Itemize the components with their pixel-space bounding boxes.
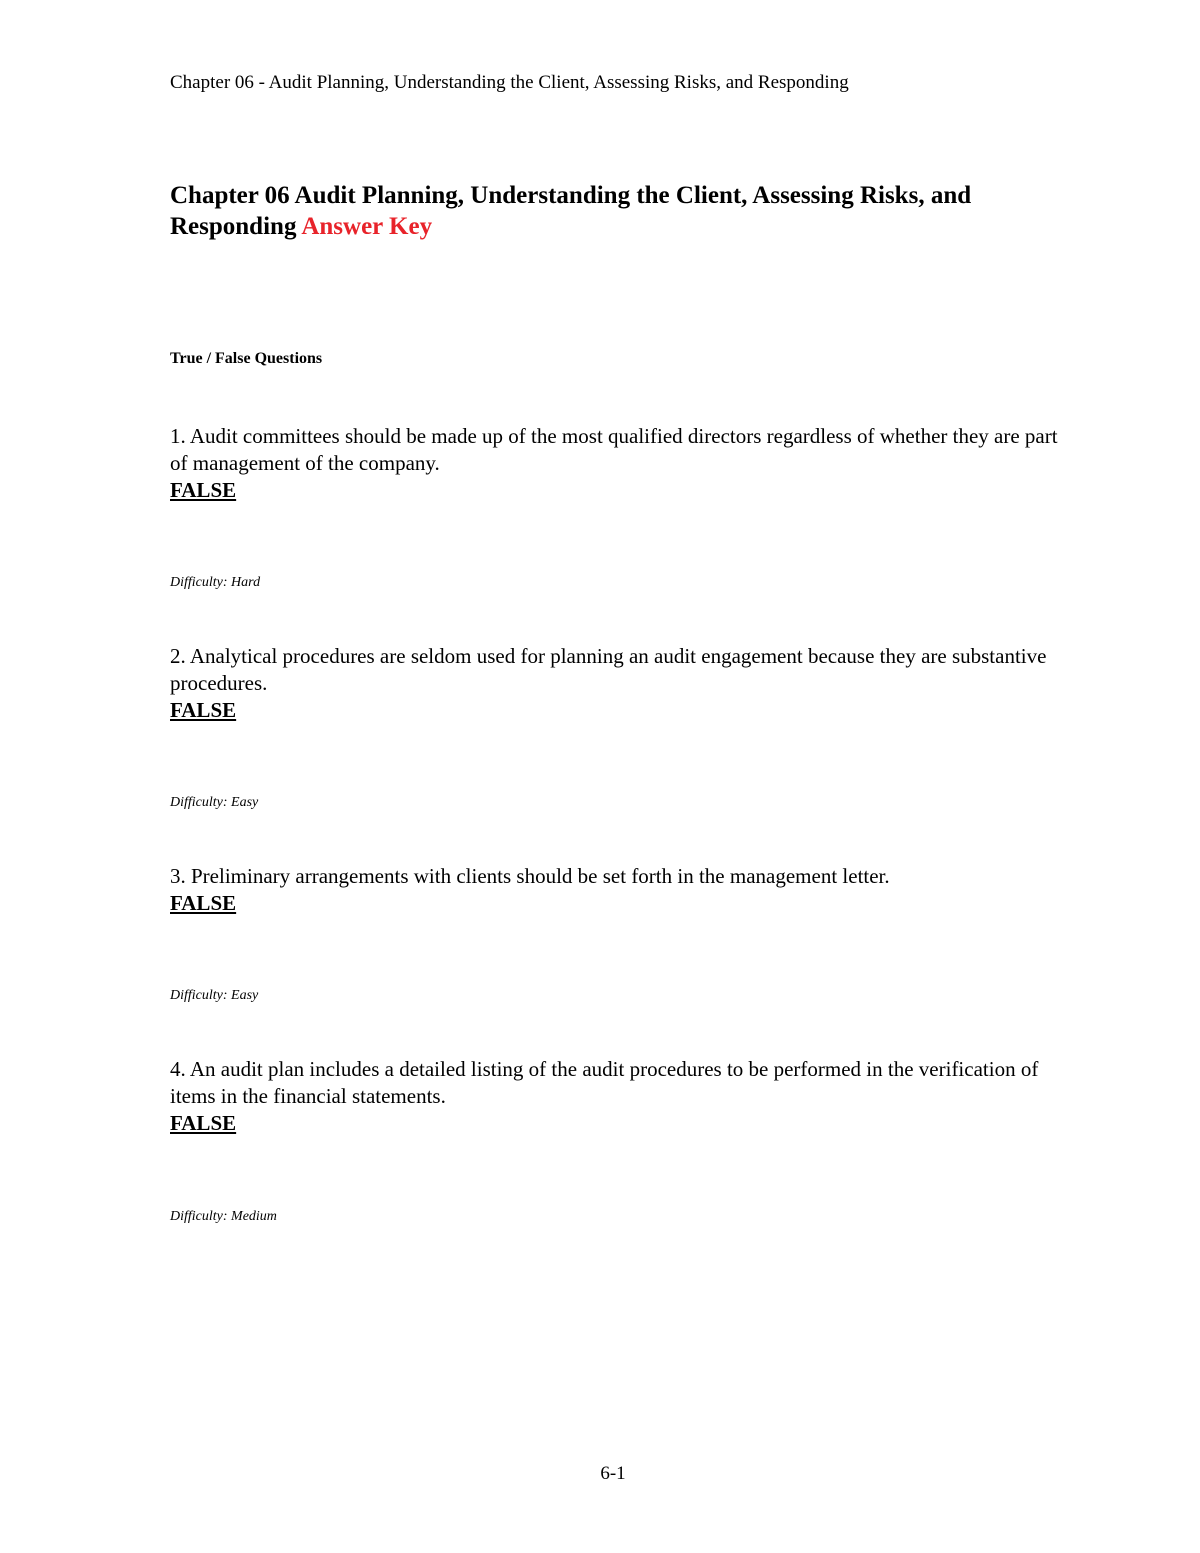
question-text: 4. An audit plan includes a detailed listing of the audit procedures to be performed in the verification of items in the financial statements.: [170, 1057, 1039, 1108]
running-header: Chapter 06 - Audit Planning, Understanding the Client, Assessing Risks, and Responding: [170, 72, 849, 93]
answer-label: FALSE: [170, 1111, 237, 1135]
section-heading: True / False Questions: [170, 350, 323, 367]
difficulty-label: Difficulty: Easy: [170, 988, 259, 1003]
question-4: [170, 1056, 1060, 1137]
question-1: [170, 423, 1060, 504]
difficulty-label: Difficulty: Easy: [170, 795, 259, 810]
difficulty-label: Difficulty: Medium: [170, 1209, 277, 1224]
question-text: 1. Audit committees should be made up of the most qualified directors regardless of whether they are part of management of the company.: [170, 424, 1058, 475]
question-text: 2. Analytical procedures are seldom used for planning an audit engagement because they are substantive procedures.: [170, 644, 1047, 695]
answer-label: FALSE: [170, 891, 237, 915]
answer-label: FALSE: [170, 478, 237, 502]
question-2: [170, 643, 1060, 724]
page-title: [170, 180, 1050, 242]
difficulty-label: Difficulty: Hard: [170, 575, 261, 590]
question-text: 3. Preliminary arrangements with clients should be set forth in the management letter.: [170, 864, 890, 888]
title-accent-answer-key: Answer Key: [301, 213, 433, 240]
page-number: 6-1: [600, 1463, 626, 1484]
question-3: [170, 863, 1060, 917]
title-main: Chapter 06 Audit Planning, Understanding the Client, Assessing Risks, and Responding: [170, 182, 972, 240]
answer-label: FALSE: [170, 698, 237, 722]
